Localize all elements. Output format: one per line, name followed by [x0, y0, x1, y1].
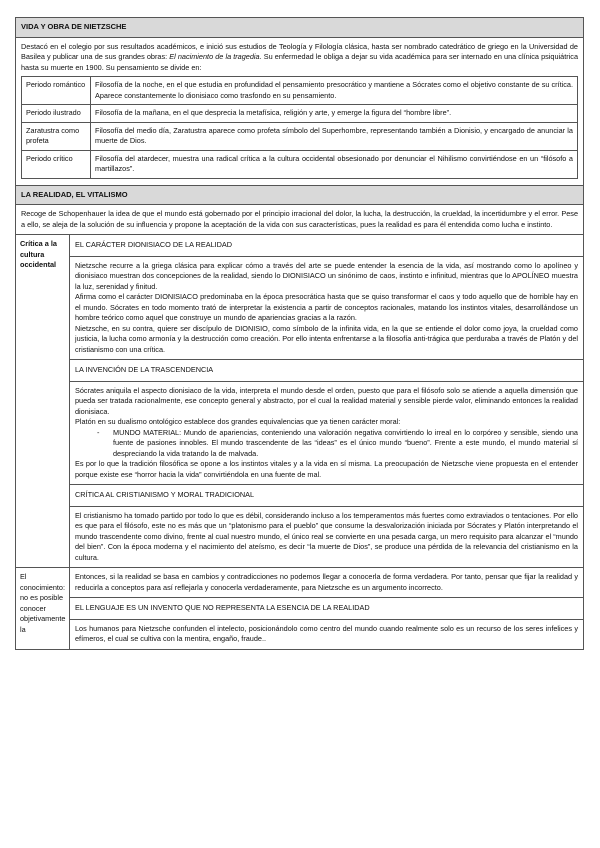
- intro-text-a: Destacó en el colegio por sus resultados académicos, e inició sus estudios de Teología y Filología clásica, hasta ser nombrado catedrático de griego en la Universidad de Basilea y publicar una de sus grandes obras:: [21, 41, 578, 61]
- period-description: Filosofía de la noche, en el que estudia en profundidad el pensamiento presocrático y mantiene a Sócrates como el objetivo constante de su crítica. Aparece constantemente lo dionisiaco como trasfondo en su pensamiento.: [91, 77, 578, 105]
- section-title-vida-y-obra: VIDA Y OBRA DE NIETZSCHE: [16, 18, 583, 38]
- subsection-body-cristianismo: [70, 507, 583, 568]
- table-row: [22, 105, 578, 123]
- document-frame: [15, 17, 584, 650]
- period-description: Filosofía del atardecer, muestra una radical crítica a la cultura occidental obsesionado por denunciar el Nihilismo convirtiéndose en un “filósofo a martillazos”.: [91, 150, 578, 178]
- paragraph: Es por lo que la tradición filosófica se opone a los instintos vitales y a la vida en sí misma. La preocupación de Nietzsche viene propuesta en el entender porque existe ese “horror hacia la vida” convirtiéndola en una fuente de mal.: [75, 459, 578, 479]
- subsection-body-lenguaje: [70, 620, 583, 649]
- paragraph: Entonces, si la realidad se basa en cambios y contradicciones no podemos llegar a conocerla de forma verdadera. Por tanto, pensar que fijar la realidad y reducirla a conceptos para así reflejarla y conocerla verdaderamente, para Nietzsche es un argumento incorrecto.: [75, 572, 578, 592]
- intro-text-b: . Su enfermedad le obliga a dejar su vida académica para ser internado en una clínica psiquiátrica hasta su muerte en 1900. Su pensamiento se divide en:: [21, 52, 578, 72]
- period-label: Periodo crítico: [22, 150, 91, 178]
- table-row: [22, 150, 578, 178]
- section-title-realidad: LA REALIDAD, EL VITALISMO: [16, 186, 583, 206]
- paragraph: Nietzsche recurre a la griega clásica para explicar cómo a través del arte se puede entender la esencia de la vida, así mostrando como lo apolíneo y dionisiaco muestran dos concepciones de la realidad, siendo lo DIONISIACO un sinónimo de caos, instinto e infinitud, mientras que lo APOLÍNEO muestra la luz, serenidad y finitud.: [75, 260, 578, 291]
- paragraph: El cristianismo ha tomado partido por todo lo que es débil, considerando incluso a los temperamentos más fuertes como extraviados o tentaciones. Por ello es que para el filósofo, este no es más que un “platonismo para el pueblo” que consume la desvalorización iniciada por Sócrates y Platón interpretando el mundo trascendente como divino, frente al cual nuestro mundo, el único real se convierte en una pesada carga, un mero requisito para alcanzar el “mundo del bien”. Con la época moderna y el nacimiento del ateísmo, es decir “la muerte de Dios”, se produce una pérdida de la relevancia del cristianismo en la cultura.: [75, 510, 578, 562]
- paragraph: Platón en su dualismo ontológico establece dos grandes equivalencias que ya tienen carácter moral:: [75, 417, 401, 426]
- paragraph: Afirma como el carácter DIONISIACO predominaba en la época presocrática hasta que se quiso transformar el caos y todo aquello que de horrible hay en el mundo. Sócrates en todo momento trató de interpretar la existencia a partir de conceptos racionales, matando los instintos vitales, desarrollándose un hombre teórico como aquel que construye un mundo de apariencias gracias a la razón.: [75, 292, 578, 322]
- bullet-text: MUNDO MATERIAL: Mundo de apariencias, conteniendo una valoración negativa convirtiendo lo irreal en lo corpóreo y sensible, siendo una fuente de pasiones innobles. El mundo trascendente de las “ideas” es el único mundo “bueno”. Frente a este mundo, el mundo material sí despreciando la vida tratando la de malvada.: [113, 427, 578, 458]
- table-row: [22, 77, 578, 105]
- paragraph: Nietzsche, en su contra, quiere ser discípulo de DIONISIO, como símbolo de la infinita vida, en la que se entiende el dolor como joya, la crueldad como justicia, la lucha como armonía y la destrucción como creación. Por ello intenta enfrentarse a la filosofía anti-trágica que perduraba a través de Platón y del cristianismo con una crítica.: [75, 323, 578, 354]
- subsection-body-dionisiaco: [70, 257, 583, 361]
- period-description: Filosofía de la mañana, en el que desprecia la metafísica, religión y arte, y emerge la figura del “hombre libre”.: [91, 105, 578, 123]
- table-row: [22, 122, 578, 150]
- periods-table: [21, 76, 578, 179]
- section-body-vida-y-obra: [16, 38, 583, 186]
- period-label: Zaratustra como profeta: [22, 122, 91, 150]
- document-page: [15, 17, 584, 650]
- bullet-dash: -: [97, 427, 100, 437]
- period-label: Periodo ilustrado: [22, 105, 91, 123]
- period-label: Periodo romántico: [22, 77, 91, 105]
- subsection-body-trascendencia: [70, 382, 583, 486]
- subsection-title-trascendencia: LA INVENCIÓN DE LA TRASCENDENCIA: [70, 360, 583, 382]
- subsection-title-dionisiaco: EL CARÁCTER DIONISIACO DE LA REALIDAD: [70, 235, 583, 257]
- subsection-title-lenguaje: EL LENGUAJE ES UN INVENTO QUE NO REPRESENTA LA ESENCIA DE LA REALIDAD: [70, 598, 583, 620]
- realidad-intro: Recoge de Schopenhauer la idea de que el mundo está gobernado por el principio irracional del dolor, la lucha, la destrucción, la crueldad, la incertidumbre y el error. Pese a ello, se aleja de la solución de su influencia y propone la aceptación de la vida con sus características, pues la realidad es para él entendida como lucha e instinto.: [21, 209, 578, 229]
- knowledge-body: [70, 568, 583, 598]
- period-description: Filosofía del medio día, Zaratustra aparece como profeta símbolo del Superhombre, representando también a Dionisio, y encargado de anunciar la muerte de Dios.: [91, 122, 578, 150]
- critique-content: [70, 235, 583, 568]
- paragraph: Sócrates aniquila el aspecto dionisiaco de la vida, interpreta el mundo desde el orden, puesto que para el filósofo solo se atiende a aquella dimensión que pueda ser tratada racionalmente, ese concepto general y abstracto, por el cual la realidad material y sensible pierde valor, eliminando entonces la realidad dionisiaca.: [75, 385, 578, 416]
- knowledge-content: [70, 568, 583, 649]
- paragraph: Los humanos para Nietzsche confunden el intelecto, posicionándolo como centro del mundo cuando realmente solo es un recurso de los seres infelices y efímeros, el cual se cultiva con la mentira, engaño, fraude..: [75, 623, 578, 643]
- subsection-title-cristianismo: CRÍTICA AL CRISTIANISMO Y MORAL TRADICIONAL: [70, 485, 583, 507]
- knowledge-label: El conocimiento: no es posible conocer objetivamente la: [16, 568, 70, 649]
- list-item: [75, 428, 578, 460]
- book-title: El nacimiento de la tragedia: [169, 52, 260, 61]
- critique-label: Crítica a la cultura occidental: [16, 235, 70, 568]
- intro-paragraph: [21, 42, 578, 74]
- critique-grid: [16, 235, 583, 649]
- section-body-realidad: [16, 205, 583, 235]
